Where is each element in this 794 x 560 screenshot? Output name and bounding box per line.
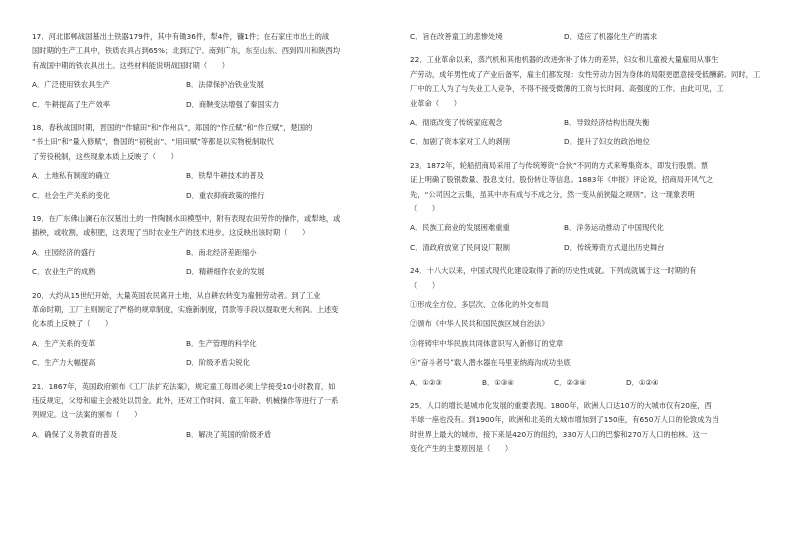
options-row (32, 246, 394, 260)
option-a: A．确保了义务教育的普及 (32, 429, 118, 439)
right-column (410, 30, 772, 457)
question-23 (410, 159, 772, 255)
options-row (32, 428, 394, 442)
question-text: 18．春秋战国时期，晋国的“作辕田”和“作州兵”，郑国的“作丘赋”和“作丘赋”，楚国的 (32, 123, 313, 132)
question-text: 24．十八大以来，中国式现代化建设取得了新的历史性成就。下列成就属于这一时期的有 (410, 266, 697, 276)
question-text: 违反规定，父母和雇主会被处以罚金。此外，还对工作时间、童工年龄、机械操作等进行了一系 (32, 396, 339, 405)
question-text: 17．河北邯郸战国墓出土铁器179件，其中有锄36件，犁4件，镰1件；在石家庄市出土的战 (32, 32, 330, 41)
question-text: 革命时期，工厂主则制定了严格的规章制度，实施新制度，罚款等手段以提取更大利润。上述变 (32, 305, 339, 314)
options-row (32, 189, 394, 203)
question-text: （ ） (410, 280, 440, 290)
option-b: B．法律保护冶铁业发展 (186, 80, 264, 90)
options-row (410, 221, 772, 235)
options-row (32, 169, 394, 183)
question-text: 19．在广东佛山澜石东汉墓出土的一件陶制水田模型中，附有表现农田劳作的操作，或犁地，或 (32, 214, 341, 223)
question-21-continued (410, 30, 772, 44)
question-text: 时世界上最大的城市，接下来是420万的纽约，330万人口的巴黎和270万人口的柏林。这一 (410, 429, 708, 439)
left-column (32, 30, 394, 442)
option-c: C．清政府放宽了民间设厂限制 (410, 242, 510, 252)
option-d: D．商鞅变法增强了秦国实力 (186, 99, 280, 109)
option-b: B．导致经济结构出现失衡 (564, 118, 650, 128)
statement-item: ①形成全方位、多层次、立体化的外交布局 (410, 300, 549, 310)
question-text: 了劳役税制，这些现象本质上反映了（ ） (32, 151, 178, 161)
option-c: C．农业生产的成熟 (32, 267, 96, 277)
option-d: D．重农抑商政策的推行 (186, 190, 265, 200)
option-d: D．阶级矛盾尖锐化 (186, 358, 250, 368)
option-c: C．加剧了资本家对工人的剥削 (410, 137, 510, 147)
statement-item: ④“奋斗者号”载人潜水器在马里亚纳海沟成功坐底 (410, 358, 571, 368)
question-text: 22．工业革命以来，蒸汽机和其他机器的改进弥补了体力的差异，妇女和儿童被大量雇用从事生 (410, 55, 719, 65)
option-b: B．铁犁牛耕技术的普及 (186, 171, 264, 181)
option-b: B．洋务运动推动了中国现代化 (564, 223, 664, 233)
question-20 (32, 289, 394, 371)
question-text: （ ） (410, 204, 440, 214)
option-d: D．①②④ (626, 377, 659, 387)
option-a: A．土地私有制度的确立 (32, 171, 110, 181)
question-text: 变化产生的主要原因是（ ） (410, 444, 513, 454)
question-text: 列规定。这一法案的颁布（ ） (32, 410, 142, 420)
question-17 (32, 30, 394, 112)
question-text: 半球一座也没有。到1900年，欧洲和北美的大城市增加到了150座，有650万人口的伦敦成为当 (410, 415, 720, 425)
options-row (32, 98, 394, 112)
option-c: C．②③④ (554, 377, 587, 387)
options-row (32, 78, 394, 92)
question-22 (410, 53, 772, 149)
statement-item: ③将铸牢中华民族共同体意识写入新修订的党章 (410, 338, 564, 348)
option-b: B．南北经济差距缩小 (186, 247, 257, 257)
question-text: 业革命（ ） (410, 98, 462, 108)
option-b: B．生产管理的科学化 (186, 338, 257, 348)
option-a: A．生产关系的变革 (32, 338, 96, 348)
question-text: 25．人口的增长是城市化发展的重要表现。1800年，欧洲人口达10万的大城市仅有20座，西 (410, 401, 712, 411)
options-row (32, 337, 394, 351)
option-c: C．生产力大幅提高 (32, 358, 96, 368)
options-row (410, 241, 772, 255)
question-25 (410, 399, 772, 457)
question-text: “书土田”和“量入修赋”，鲁国的“初税亩”、“用田赋”等都是以实物税制取代 (32, 137, 274, 147)
question-text: 产劳动，成年男性成了产业后备军，雇主们都发现：女性劳动力因为身体的局限更愿意接受低酬薪。同时，工 (410, 69, 761, 79)
question-text: 20．大约从15世纪开始，大量英国农民离开土地，从自耕农转变为雇佣劳动者。到了工业 (32, 290, 321, 300)
question-19 (32, 212, 394, 280)
question-24 (410, 264, 772, 390)
option-d: D．精耕细作农业的发展 (186, 267, 265, 277)
option-d: D．适应了机器化生产的需求 (564, 32, 658, 41)
option-c: C．旨在改善童工的悲惨处境 (410, 32, 503, 41)
question-text: 国时期的生产工具中，铁质农具占到65%；北到辽宁、南到广东，东至山东、西到四川和陕西均 (32, 46, 341, 56)
option-a: A．①②③ (410, 377, 442, 387)
option-a: A．广泛使用铁农具生产 (32, 80, 110, 90)
option-c: C．牛耕提高了生产效率 (32, 99, 111, 109)
options-row (32, 356, 394, 370)
option-c: C．社会生产关系的变化 (32, 190, 111, 200)
option-a: A．彻底改变了传统家庭观念 (410, 118, 503, 128)
option-b: B．①③④ (482, 377, 514, 387)
options-row (410, 135, 772, 149)
statement-item: ②颁布《中华人民共和国民族区域自治法》 (410, 319, 549, 329)
question-text: 化本质上反映了（ ） (32, 319, 113, 329)
question-text: 厂中的工人为了与失业工人竞争，不得不接受微薄的工资与长时间、高强度的工作。由此可见，工 (410, 84, 724, 94)
question-18 (32, 121, 394, 203)
option-a: A．民族工商业的发展困难重重 (410, 223, 510, 233)
options-row (410, 30, 772, 44)
options-row (410, 376, 772, 390)
question-text: 插秧，或收割，或积肥，这表现了当时农业生产的技术进步。这反映出该时期（ ） (32, 228, 310, 238)
question-text: 21．1867年，英国政府颁布《工厂法扩充法案》，规定童工每周必须上学接受10小时教育，如 (32, 381, 336, 391)
question-text: 23．1872年，轮船招商局采用了与传统筹资“合伙”不同的方式来筹集资本，即发行股票。票 (410, 160, 709, 170)
options-row (32, 265, 394, 279)
question-text: 有战国中期的铁农具出土。这些材料能说明战国时期（ ） (32, 60, 230, 70)
question-text: 证上明确了股银数量、股息支付、股份转让等信息。1883年《申报》评论说，招商局开风气之 (410, 175, 714, 185)
option-b: B．解决了英国的阶级矛盾 (186, 429, 272, 439)
option-d: D．提升了妇女的政治地位 (564, 137, 650, 147)
question-text: 先，“公司因之云集，虽其中亦有成与不成之分，然一变从前狭隘之规则”。这一现象表明 (410, 189, 695, 199)
option-d: D．传统筹资方式退出历史舞台 (564, 242, 665, 252)
options-row (410, 116, 772, 130)
option-a: A．庄园经济的盛行 (32, 247, 96, 257)
question-21 (32, 380, 394, 443)
